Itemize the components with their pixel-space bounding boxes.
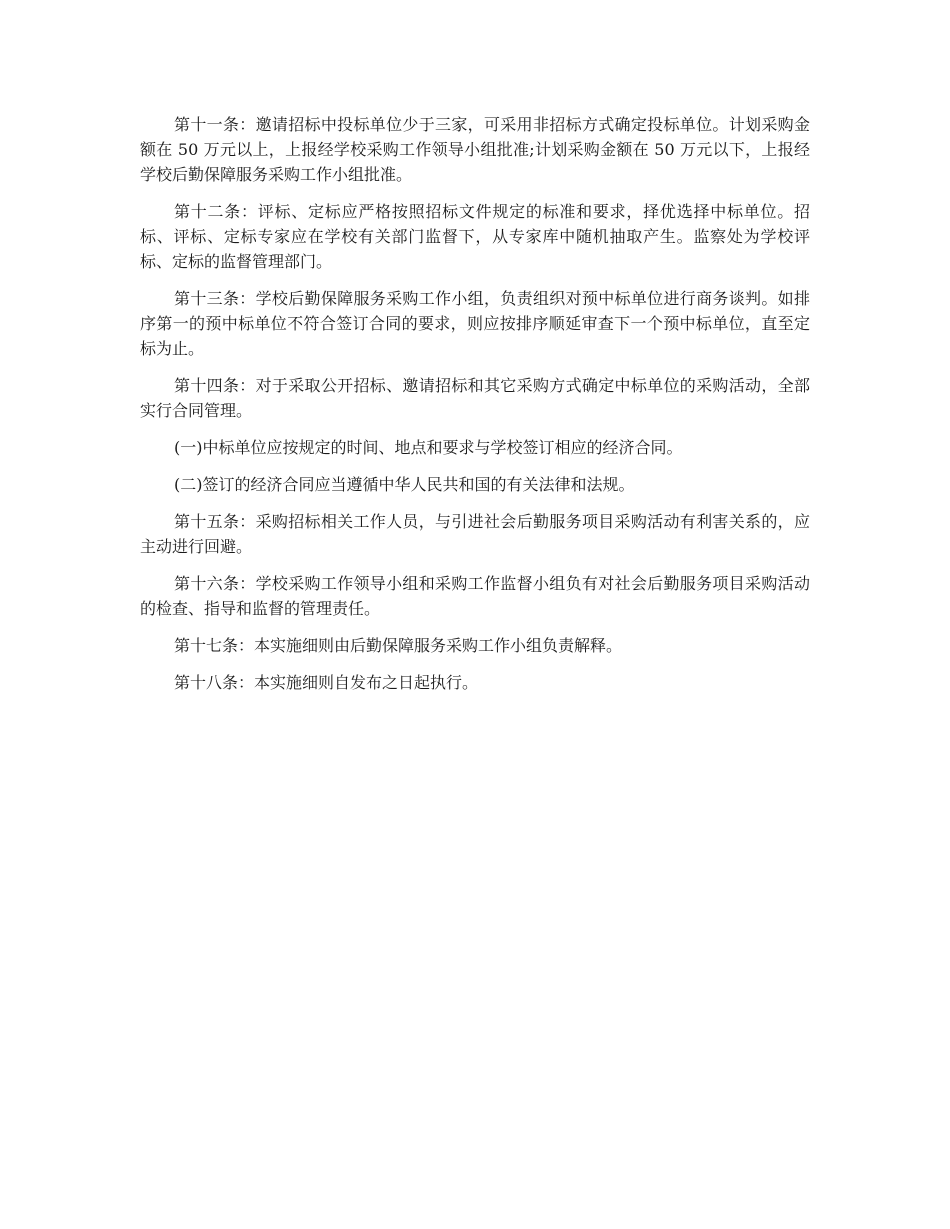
article-14-item-1: (一)中标单位应按规定的时间、地点和要求与学校签订相应的经济合同。 — [174, 438, 683, 457]
article-12-paragraph: 第十二条：评标、定标应严格按照招标文件规定的标准和要求，择优选择中标单位。招标、评标、定标专家应在学校有关部门监督下，从专家库中随机抽取产生。监察处为学校评标、定标的监督管理部门。 — [140, 202, 810, 271]
article-17-paragraph: 第十七条：本实施细则由后勤保障服务采购工作小组负责解释。 — [174, 636, 623, 655]
article-15-paragraph: 第十五条：采购招标相关工作人员，与引进社会后勤服务项目采购活动有利害关系的，应主动进行回避。 — [140, 512, 810, 556]
article-14-item-2: (二)签订的经济合同应当遵循中华人民共和国的有关法律和法规。 — [174, 475, 635, 494]
article-11-paragraph: 第十一条：邀请招标中投标单位少于三家，可采用非招标方式确定投标单位。计划采购金额在 50 万元以上，上报经学校采购工作领导小组批准;计划采购金额在 50 万元以下，上报经学校后勤保障服务采购工作小组批准。 — [140, 115, 810, 184]
document-body — [140, 112, 810, 707]
article-18-paragraph: 第十八条：本实施细则自发布之日起执行。 — [174, 673, 479, 692]
article-16-paragraph: 第十六条：学校采购工作领导小组和采购工作监督小组负有对社会后勤服务项目采购活动的检查、指导和监督的管理责任。 — [140, 574, 810, 618]
article-14-paragraph: 第十四条：对于采取公开招标、邀请招标和其它采购方式确定中标单位的采购活动，全部实行合同管理。 — [140, 376, 810, 420]
article-13-paragraph: 第十三条：学校后勤保障服务采购工作小组，负责组织对预中标单位进行商务谈判。如排序第一的预中标单位不符合签订合同的要求，则应按排序顺延审查下一个预中标单位，直至定标为止。 — [140, 289, 810, 358]
